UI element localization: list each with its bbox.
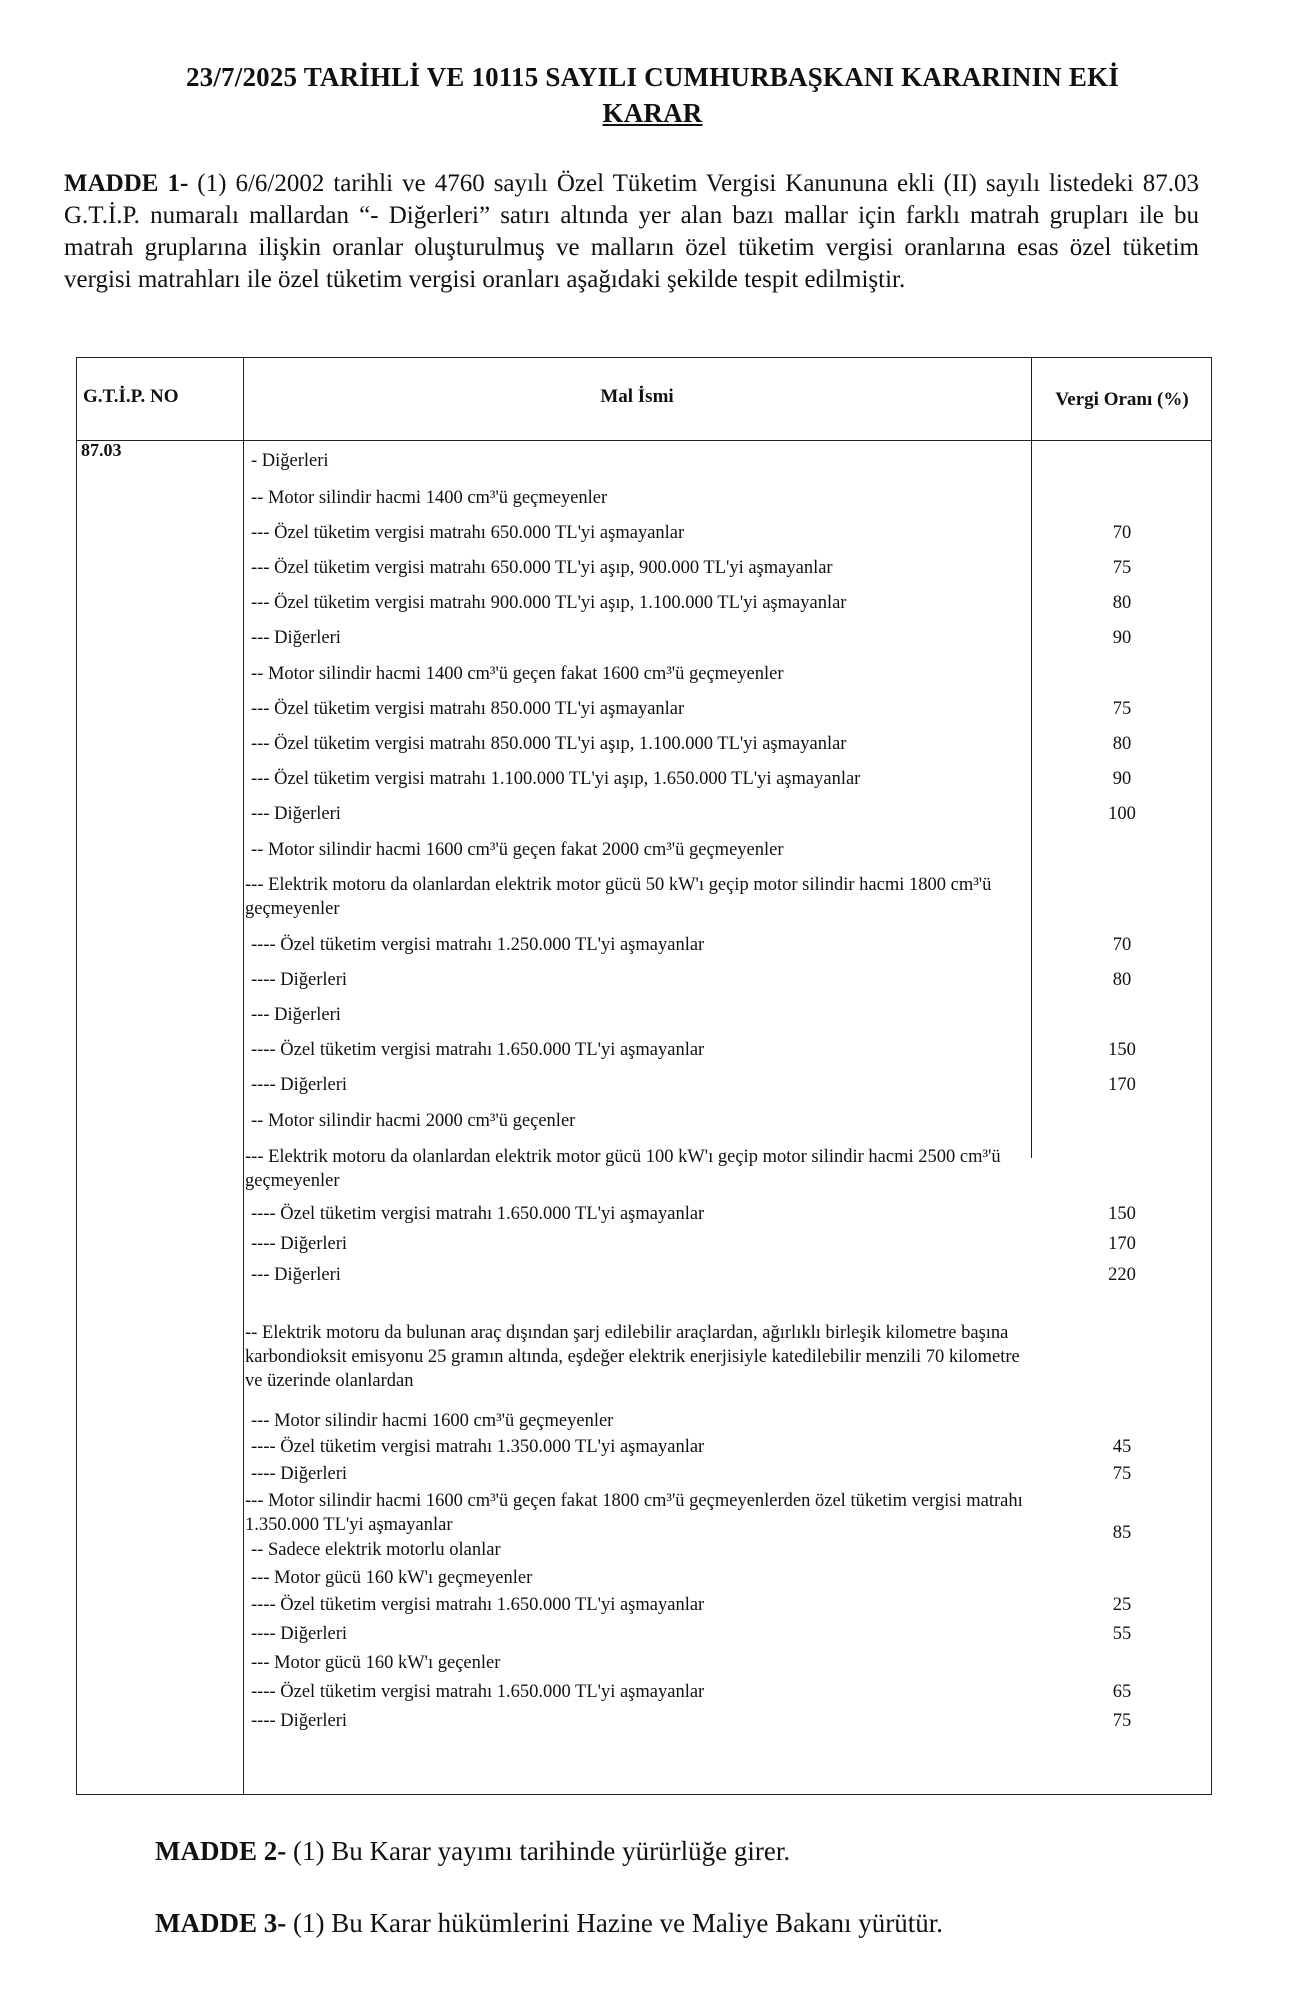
table-row-label: --- Elektrik motoru da olanlardan elektrik motor gücü 50 kW'ı geçip motor silindir hacmi 1800 cm³'ü geçmeyenler (245, 875, 992, 919)
madde-2-label: MADDE 2- (155, 1836, 287, 1866)
table-row-label: -- Motor silindir hacmi 1400 cm³'ü geçmeyenler (251, 488, 608, 508)
table-row-label: --- Özel tüketim vergisi matrahı 650.000 TL'yi aşıp, 900.000 TL'yi aşmayanlar (251, 558, 833, 578)
table-row-label: -- Motor silindir hacmi 2000 cm³'ü geçenler (251, 1111, 576, 1131)
table-row-rate: 150 (1108, 1204, 1136, 1224)
table-row-label: --- Özel tüketim vergisi matrahı 900.000 TL'yi aşıp, 1.100.000 TL'yi aşmayanlar (251, 593, 847, 613)
table-row-label: --- Diğerleri (251, 804, 341, 824)
table-row-rate: 90 (1112, 769, 1132, 789)
table-row-label: --- Diğerleri (251, 1005, 341, 1025)
madde-3-paragraph (155, 1908, 943, 1939)
table-row-rate: 220 (1108, 1265, 1136, 1285)
madde-3-label: MADDE 3- (155, 1908, 287, 1938)
table-row-rate: 170 (1108, 1075, 1136, 1095)
table-row-label: ---- Diğerleri (251, 1711, 348, 1731)
table-row-rate: 75 (1112, 699, 1132, 719)
madde-1-text: (1) 6/6/2002 tarihli ve 4760 sayılı Özel Tüketim Vergisi Kanununa ekli (II) sayılı listedeki 87.03 G.T.İ.P. numaralı mallardan “- Diğerleri” satırı altında yer alan bazı mallar için farklı matrah grupları ile bu matrah gruplarına ilişkin oranlar oluşturulmuş ve malların özel tüketim vergisi oranlarına esas özel tüketim vergisi matrahları ile özel tüketim vergisi oranları aşağıdaki şekilde tespit edilmiştir. (64, 170, 1199, 293)
table-row-label: --- Diğerleri (251, 628, 341, 648)
table-row-label: ---- Özel tüketim vergisi matrahı 1.350.000 TL'yi aşmayanlar (251, 1437, 705, 1457)
table-row-label: ---- Diğerleri (251, 970, 348, 990)
header-mal-ismi: Mal İsmi (600, 386, 674, 407)
table-row-rate: 70 (1112, 935, 1132, 955)
table-row-label: -- Sadece elektrik motorlu olanlar (251, 1540, 501, 1560)
header-gtip: G.T.İ.P. NO (83, 386, 179, 407)
table-row-label: --- Motor gücü 160 kW'ı geçmeyenler (251, 1568, 533, 1588)
table-row-label: ---- Özel tüketim vergisi matrahı 1.650.000 TL'yi aşmayanlar (251, 1682, 705, 1702)
table-row-label: ---- Özel tüketim vergisi matrahı 1.650.000 TL'yi aşmayanlar (251, 1040, 705, 1060)
table-row-label: --- Motor gücü 160 kW'ı geçenler (251, 1653, 501, 1673)
table-row-rate: 25 (1112, 1595, 1132, 1615)
document-title: 23/7/2025 TARİHLİ VE 10115 SAYILI CUMHURBAŞKANI KARARININ EKİ (185, 62, 1120, 92)
table-row-rate: 65 (1112, 1682, 1132, 1702)
table-row-label: --- Motor silindir hacmi 1600 cm³'ü geçmeyenler (251, 1411, 614, 1431)
table-row-rate: 55 (1112, 1624, 1132, 1644)
table-row-rate: 80 (1112, 970, 1132, 990)
table-row-label: ---- Özel tüketim vergisi matrahı 1.650.000 TL'yi aşmayanlar (251, 1595, 705, 1615)
madde-2-paragraph (155, 1836, 790, 1867)
table-row-rate: 45 (1112, 1437, 1132, 1457)
table-row-rate: 80 (1112, 734, 1132, 754)
table-row-label: ---- Özel tüketim vergisi matrahı 1.650.000 TL'yi aşmayanlar (251, 1204, 705, 1224)
table-row-label: ---- Diğerleri (251, 1234, 348, 1254)
table-row-label: ---- Özel tüketim vergisi matrahı 1.250.000 TL'yi aşmayanlar (251, 935, 705, 955)
table-row-rate: 80 (1112, 593, 1132, 613)
table-row-rate: 170 (1108, 1234, 1136, 1254)
table-row-rate: 70 (1112, 523, 1132, 543)
madde-1-paragraph (64, 168, 1199, 296)
table-row-label: --- Özel tüketim vergisi matrahı 850.000 TL'yi aşmayanlar (251, 699, 685, 719)
table-header-divider (77, 440, 1211, 441)
table-row-label: --- Özel tüketim vergisi matrahı 650.000 TL'yi aşmayanlar (251, 523, 685, 543)
table-row-rate: 75 (1112, 1464, 1132, 1484)
table-row-rate: 100 (1108, 804, 1136, 824)
gtip-code: 87.03 (81, 440, 122, 460)
table-row-label: --- Motor silindir hacmi 1600 cm³'ü geçen fakat 1800 cm³'ü geçmeyenlerden özel tüketim vergisi matrahı 1.350.000 TL'yi aşmayanlar (245, 1491, 1023, 1535)
madde-2-text: (1) Bu Karar yayımı tarihinde yürürlüğe girer. (286, 1836, 791, 1866)
table-row-rate: 85 (1112, 1523, 1132, 1543)
table-row-rate: 75 (1112, 558, 1132, 578)
header-vergi-orani: Vergi Oranı (%) (1055, 389, 1189, 410)
table-row-label: --- Elektrik motoru da olanlardan elektrik motor gücü 100 kW'ı geçip motor silindir hacmi 2500 cm³'ü geçmeyenler (245, 1147, 1001, 1191)
table-row-rate: 150 (1108, 1040, 1136, 1060)
table-row-label: ---- Diğerleri (251, 1075, 348, 1095)
madde-1-label: MADDE 1- (64, 170, 189, 197)
table-row-label: -- Elektrik motoru da bulunan araç dışından şarj edilebilir araçlardan, ağırlıklı birleşik kilometre başına karbondioksit emisyonu 25 gramın altında, eşdeğer elektrik enerjisiyle katedilebilir menzili 70 kilometre ve üzerinde olanlardan (245, 1323, 1020, 1391)
table-divider (243, 358, 244, 1794)
rates-table (76, 357, 1212, 1795)
madde-3-text: (1) Bu Karar hükümlerini Hazine ve Maliye Bakanı yürütür. (286, 1908, 944, 1938)
table-row-label: ---- Diğerleri (251, 1624, 348, 1644)
table-row-rate: 75 (1112, 1711, 1132, 1731)
table-row-label: - Diğerleri (251, 451, 329, 471)
table-row-label: -- Motor silindir hacmi 1600 cm³'ü geçen fakat 2000 cm³'ü geçmeyenler (251, 840, 784, 860)
table-row-label: --- Özel tüketim vergisi matrahı 850.000 TL'yi aşıp, 1.100.000 TL'yi aşmayanlar (251, 734, 847, 754)
table-row-label: --- Diğerleri (251, 1265, 341, 1285)
table-row-label: ---- Diğerleri (251, 1464, 348, 1484)
document-subtitle: KARAR (602, 98, 703, 128)
table-row-label: --- Özel tüketim vergisi matrahı 1.100.000 TL'yi aşıp, 1.650.000 TL'yi aşmayanlar (251, 769, 861, 789)
table-row-rate: 90 (1112, 628, 1132, 648)
table-row-label: -- Motor silindir hacmi 1400 cm³'ü geçen fakat 1600 cm³'ü geçmeyenler (251, 664, 784, 684)
